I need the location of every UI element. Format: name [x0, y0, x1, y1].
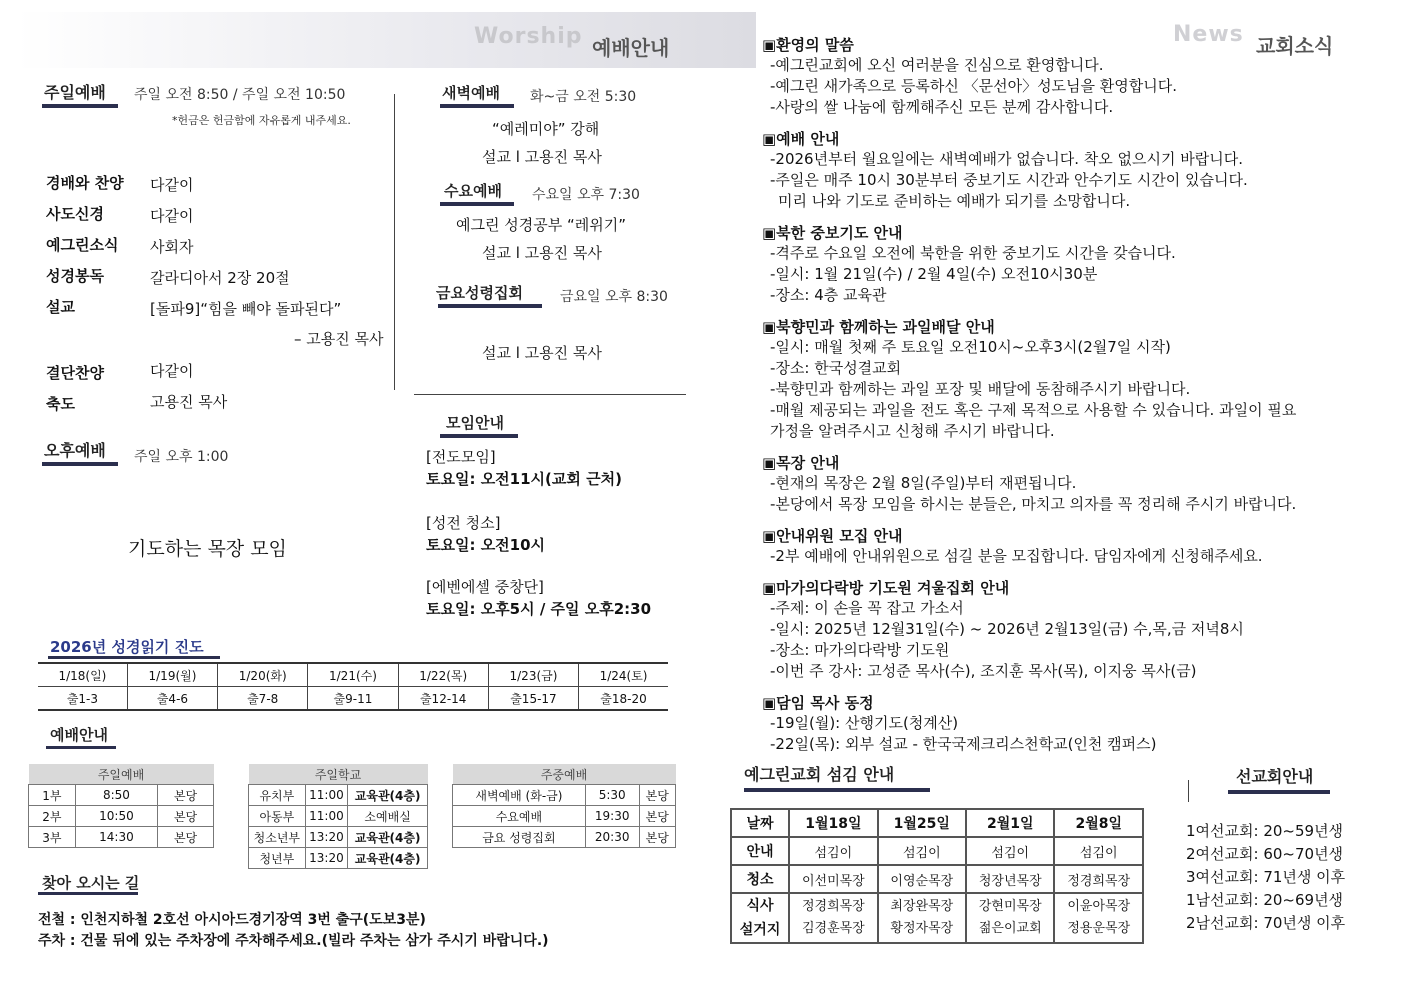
table-row	[249, 806, 428, 827]
weekday-service-table	[452, 764, 676, 848]
news-line: -장소: 한국성결교회	[770, 359, 902, 377]
table-header: 주중예배	[453, 764, 676, 785]
mission-item: 1여선교회: 20~59년생	[1186, 822, 1344, 840]
bible-chapter: 출1-3	[38, 687, 127, 711]
news-heading: ▣마가의다락방 기도원 겨울집회 안내	[762, 579, 1010, 597]
order-label: 결단찬양	[46, 364, 104, 382]
dawn-underline	[440, 104, 514, 108]
dish-value: 젊은이교회	[978, 921, 1042, 936]
worship-info-underline	[46, 746, 116, 749]
table-header: 주일학교	[249, 764, 428, 785]
order-row	[46, 172, 386, 203]
bible-chapter: 출12-14	[398, 687, 488, 711]
directions-subway: 전철 : 인천지하철 2호선 아시아드경기장역 3번 출구(도보3분)	[38, 912, 426, 928]
order-value: 다같이	[150, 176, 194, 194]
news-block	[762, 128, 1392, 222]
table-row	[29, 827, 214, 848]
cell: 본당	[158, 827, 214, 848]
news-line: -일시: 1월 21일(수) / 2월 4일(수) 오전10시30분	[770, 265, 1098, 283]
order-row	[46, 203, 386, 234]
section-divider	[414, 394, 686, 395]
cell: 10:50	[75, 806, 157, 827]
worship-info-title: 예배안내	[50, 726, 108, 744]
bible-date: 1/20(화)	[218, 663, 308, 687]
news-block	[762, 577, 1392, 692]
cell: 1부	[29, 785, 76, 806]
missions-divider	[1188, 780, 1189, 802]
missions-underline	[1228, 790, 1330, 794]
wednesday-text: 예그린 성경공부 “레위기”	[456, 216, 626, 234]
cell: 유치부	[249, 785, 306, 806]
news-heading: ▣안내위원 모집 안내	[762, 527, 903, 545]
news-line: -예그린 새가족으로 등록하신 〈문선아〉성도님을 환영합니다.	[770, 77, 1178, 95]
news-heading: ▣예배 안내	[762, 130, 840, 148]
sunday-service-table	[28, 764, 214, 848]
cell: 본당	[639, 785, 675, 806]
cell: 3부	[29, 827, 76, 848]
cell: 2월8일	[1054, 809, 1143, 837]
meeting-name: [성전 청소]	[426, 514, 501, 532]
bible-chapters-row	[38, 687, 668, 711]
sunday-times: 주일 오전 8:50 / 주일 오전 10:50	[134, 87, 346, 103]
order-label: 사도신경	[46, 205, 104, 223]
table-row	[249, 848, 428, 869]
meeting-time: 토요일: 오전11시(교회 근처)	[426, 470, 622, 488]
order-label: 성경봉독	[46, 267, 104, 285]
cell: 수요예배	[453, 806, 586, 827]
cell: 금요 성령집회	[453, 827, 586, 848]
news-line: -일시: 2025년 12월31일(수) ~ 2026년 2월13일(금) 수,목,금 저녁8시	[770, 620, 1244, 638]
news-block	[762, 525, 1392, 577]
meeting-name: [에벤에셀 중창단]	[426, 578, 544, 596]
news-line: 가정을 알려주시고 신청해 주시기 바랍니다.	[770, 422, 1055, 440]
news-line: -예그린교회에 오신 여러분을 진심으로 환영합니다.	[770, 56, 1104, 74]
table-header: 주일예배	[29, 764, 214, 785]
table-row	[731, 809, 1143, 837]
cell: 이영순목장	[878, 865, 966, 893]
sunday-underline	[42, 104, 118, 108]
news-line: 미리 나와 기도로 준비하는 예배가 되기를 소망합니다.	[778, 192, 1131, 210]
news-line: -장소: 마가의다락방 기도원	[770, 641, 950, 659]
cell: 13:20	[305, 827, 348, 848]
afternoon-title: 오후예배	[44, 441, 106, 460]
wednesday-preacher: 설교 l 고용진 목사	[482, 244, 602, 262]
news-line: -현재의 목장은 2월 8일(주일)부터 재편됩니다.	[770, 474, 1077, 492]
cell: 본당	[639, 806, 675, 827]
bible-date: 1/24(토)	[579, 663, 668, 687]
afternoon-main: 기도하는 목장 모임	[128, 538, 287, 560]
order-row	[46, 234, 386, 265]
directions-title: 찾아 오시는 길	[42, 874, 140, 892]
news-line: -일시: 매월 첫째 주 토요일 오전10시~오후3시(2월7일 시작)	[770, 338, 1171, 356]
table-row	[731, 837, 1143, 865]
order-row	[46, 393, 386, 424]
dish-value: 황정자목장	[890, 921, 954, 936]
cell: 소예배실	[348, 806, 428, 827]
dawn-time: 화~금 오전 5:30	[530, 89, 637, 105]
news-block	[762, 34, 1392, 128]
bible-date: 1/23(금)	[488, 663, 578, 687]
cell	[966, 893, 1054, 943]
news-block	[762, 452, 1392, 525]
bible-date: 1/18(일)	[38, 663, 127, 687]
news-line: -사랑의 쌀 나눔에 함께해주신 모든 분께 감사합니다.	[770, 98, 1114, 116]
news-block	[762, 692, 1392, 758]
cell: 본당	[639, 827, 675, 848]
offering-note: *헌금은 헌금함에 자유롭게 내주세요.	[172, 114, 351, 127]
service-table-underline	[744, 788, 930, 792]
sermon-title: [돌파9]“힘을 빼야 돌파된다”	[150, 300, 342, 318]
news-line: -22일(목): 외부 설교 - 한국국제크리스천학교(인천 캠퍼스)	[770, 735, 1157, 753]
directions-underline	[38, 892, 138, 895]
meal-value: 강현미목장	[978, 899, 1042, 914]
worship-en-title: Worship	[474, 24, 583, 49]
cell	[731, 893, 789, 943]
cell: 20:30	[585, 827, 639, 848]
news-line: -주제: 이 손을 꼭 잡고 가소서	[770, 599, 964, 617]
afternoon-time: 주일 오후 1:00	[134, 449, 229, 465]
cell	[789, 893, 877, 943]
sunday-order-2	[46, 362, 386, 424]
cell: 교육관(4층)	[348, 785, 428, 806]
sunday-title: 주일예배	[44, 83, 106, 102]
news-line: -장소: 4층 교육관	[770, 286, 887, 304]
news-line: -이번 주 강사: 고성준 목사(수), 조지훈 목사(목), 이지웅 목사(금)	[770, 662, 1197, 680]
service-table-title: 예그린교회 섬김 안내	[744, 765, 895, 784]
news-heading: ▣환영의 말씀	[762, 36, 854, 54]
cell: 청장년목장	[966, 865, 1054, 893]
cell: 5:30	[585, 785, 639, 806]
cell: 안내	[731, 837, 789, 865]
preacher: – 고용진 목사	[294, 330, 384, 348]
mission-item: 3여선교회: 71년생 이후	[1186, 868, 1346, 886]
order-value: 사회자	[150, 238, 194, 256]
news-heading: ▣북향민과 함께하는 과일배달 안내	[762, 318, 995, 336]
cell: 2부	[29, 806, 76, 827]
cell: 새벽예배 (화-금)	[453, 785, 586, 806]
bible-chapter: 출9-11	[308, 687, 398, 711]
mission-item: 2남선교회: 70년생 이후	[1186, 914, 1346, 932]
news-section	[762, 34, 1392, 758]
news-block	[762, 316, 1392, 452]
order-row	[46, 296, 386, 327]
cell: 청소년부	[249, 827, 306, 848]
meeting-name: [전도모임]	[426, 448, 496, 466]
cell: 이선미목장	[789, 865, 877, 893]
cell: 섬김이	[966, 837, 1054, 865]
news-en-title: News	[1173, 22, 1244, 47]
missions-title: 선교회안내	[1236, 767, 1314, 786]
sunday-school-table	[248, 764, 428, 869]
cell: 11:00	[305, 806, 348, 827]
wednesday-title: 수요예배	[444, 182, 502, 200]
dawn-preacher: 설교 l 고용진 목사	[482, 148, 602, 166]
friday-underline	[438, 304, 542, 308]
meeting-time: 토요일: 오후5시 / 주일 오후2:30	[426, 600, 652, 618]
cell: 청년부	[249, 848, 306, 869]
friday-title: 금요성령집회	[436, 284, 523, 302]
cell	[878, 893, 966, 943]
dawn-text: “예레미야” 강해	[492, 120, 600, 138]
cell	[1054, 893, 1143, 943]
bible-dates-row	[38, 663, 668, 687]
table-row	[249, 827, 428, 848]
news-heading: ▣담임 목사 동정	[762, 694, 874, 712]
friday-time: 금요일 오후 8:30	[560, 289, 668, 305]
wednesday-time: 수요일 오후 7:30	[532, 187, 640, 203]
news-line: -주일은 매주 10시 30분부터 중보기도 시간과 안수기도 시간이 있습니다.	[770, 171, 1248, 189]
cell: 1월18일	[789, 809, 877, 837]
news-block	[762, 222, 1392, 316]
meal-value: 최장완목장	[890, 899, 954, 914]
order-row	[46, 362, 386, 393]
cell: 교육관(4층)	[348, 827, 428, 848]
bible-reading-table	[38, 662, 668, 711]
cell: 13:20	[305, 848, 348, 869]
order-value: 다같이	[150, 207, 194, 225]
wednesday-underline	[440, 202, 514, 206]
bible-date: 1/22(목)	[398, 663, 488, 687]
news-ko-title: 교회소식	[1256, 34, 1334, 58]
bible-reading-title: 2026년 성경읽기 진도	[50, 638, 204, 656]
cell: 섬김이	[789, 837, 877, 865]
order-label: 경배와 찬양	[46, 174, 124, 192]
order-label: 예그린소식	[46, 236, 119, 254]
bible-date: 1/21(수)	[308, 663, 398, 687]
table-row	[731, 865, 1143, 893]
cell: 8:50	[75, 785, 157, 806]
meal-value: 정경희목장	[801, 899, 865, 914]
cell: 아동부	[249, 806, 306, 827]
meal-value: 이윤아목장	[1067, 899, 1131, 914]
column-divider	[394, 94, 395, 390]
cell: 2월1일	[966, 809, 1054, 837]
order-value: 갈라디아서 2장 20절	[150, 269, 290, 287]
meal-label: 식사	[746, 898, 774, 914]
news-line: -본당에서 목장 모임을 하시는 분들은, 마치고 의자를 꼭 정리해 주시기 바랍니다.	[770, 495, 1297, 513]
news-heading: ▣북한 중보기도 안내	[762, 224, 903, 242]
sunday-order	[46, 172, 386, 327]
table-row	[29, 806, 214, 827]
table-row	[731, 893, 1143, 943]
dish-value: 김경훈목장	[801, 921, 865, 936]
cell: 1월25일	[878, 809, 966, 837]
missions-list	[1186, 820, 1345, 935]
worship-ko-title: 예배안내	[592, 36, 670, 60]
mission-item: 1남선교회: 20~69년생	[1186, 891, 1344, 909]
order-value: 다같이	[150, 362, 194, 380]
bible-reading-underline	[48, 656, 220, 659]
cell: 날짜	[731, 809, 789, 837]
bible-chapter: 출15-17	[488, 687, 578, 711]
news-line: -2026년부터 월요일에는 새벽예배가 없습니다. 착오 없으시기 바랍니다.	[770, 150, 1243, 168]
bible-chapter: 출7-8	[218, 687, 308, 711]
news-line: -매월 제공되는 과일을 전도 혹은 구제 목적으로 사용할 수 있습니다. 과일이 필요	[770, 401, 1297, 419]
meetings-title: 모임안내	[446, 414, 504, 432]
mission-item: 2여선교회: 60~70년생	[1186, 845, 1344, 863]
cell: 교육관(4층)	[348, 848, 428, 869]
cell: 본당	[158, 785, 214, 806]
bible-date: 1/19(월)	[127, 663, 217, 687]
order-label: 축도	[46, 395, 75, 413]
news-line: -북향민과 함께하는 과일 포장 및 배달에 동참해주시기 바랍니다.	[770, 380, 1191, 398]
meetings-underline	[440, 434, 518, 438]
service-table	[730, 808, 1144, 944]
meeting-time: 토요일: 오전10시	[426, 536, 546, 554]
table-row	[29, 785, 214, 806]
news-line: -19일(월): 산행기도(청계산)	[770, 714, 959, 732]
cell: 정경희목장	[1054, 865, 1143, 893]
table-row	[453, 785, 676, 806]
order-row	[46, 265, 386, 296]
friday-preacher: 설교 l 고용진 목사	[482, 344, 602, 362]
cell: 섬김이	[878, 837, 966, 865]
afternoon-underline	[42, 462, 118, 466]
dish-value: 정용운목장	[1067, 921, 1131, 936]
news-heading: ▣목장 안내	[762, 454, 840, 472]
news-line: -2부 예배에 안내위원으로 섬길 분을 모집합니다. 담임자에게 신청해주세요.	[770, 547, 1263, 565]
table-row	[249, 785, 428, 806]
bible-chapter: 출18-20	[600, 691, 647, 706]
dish-label: 설거지	[739, 922, 781, 938]
cell: 19:30	[585, 806, 639, 827]
cell: 섬김이	[1054, 837, 1143, 865]
dawn-title: 새벽예배	[442, 84, 500, 102]
order-value: 고용진 목사	[150, 393, 228, 411]
order-label: 설교	[46, 298, 75, 316]
table-row	[453, 827, 676, 848]
directions-parking: 주차 : 건물 뒤에 있는 주차장에 주차해주세요.(빌라 주차는 삼가 주시기 바랍니다.)	[38, 933, 549, 949]
bible-chapter: 출4-6	[127, 687, 217, 711]
table-row	[453, 806, 676, 827]
cell: 11:00	[305, 785, 348, 806]
cell: 14:30	[75, 827, 157, 848]
cell: 본당	[158, 806, 214, 827]
news-line: -격주로 수요일 오전에 북한을 위한 중보기도 시간을 갖습니다.	[770, 244, 1176, 262]
cell: 청소	[731, 865, 789, 893]
